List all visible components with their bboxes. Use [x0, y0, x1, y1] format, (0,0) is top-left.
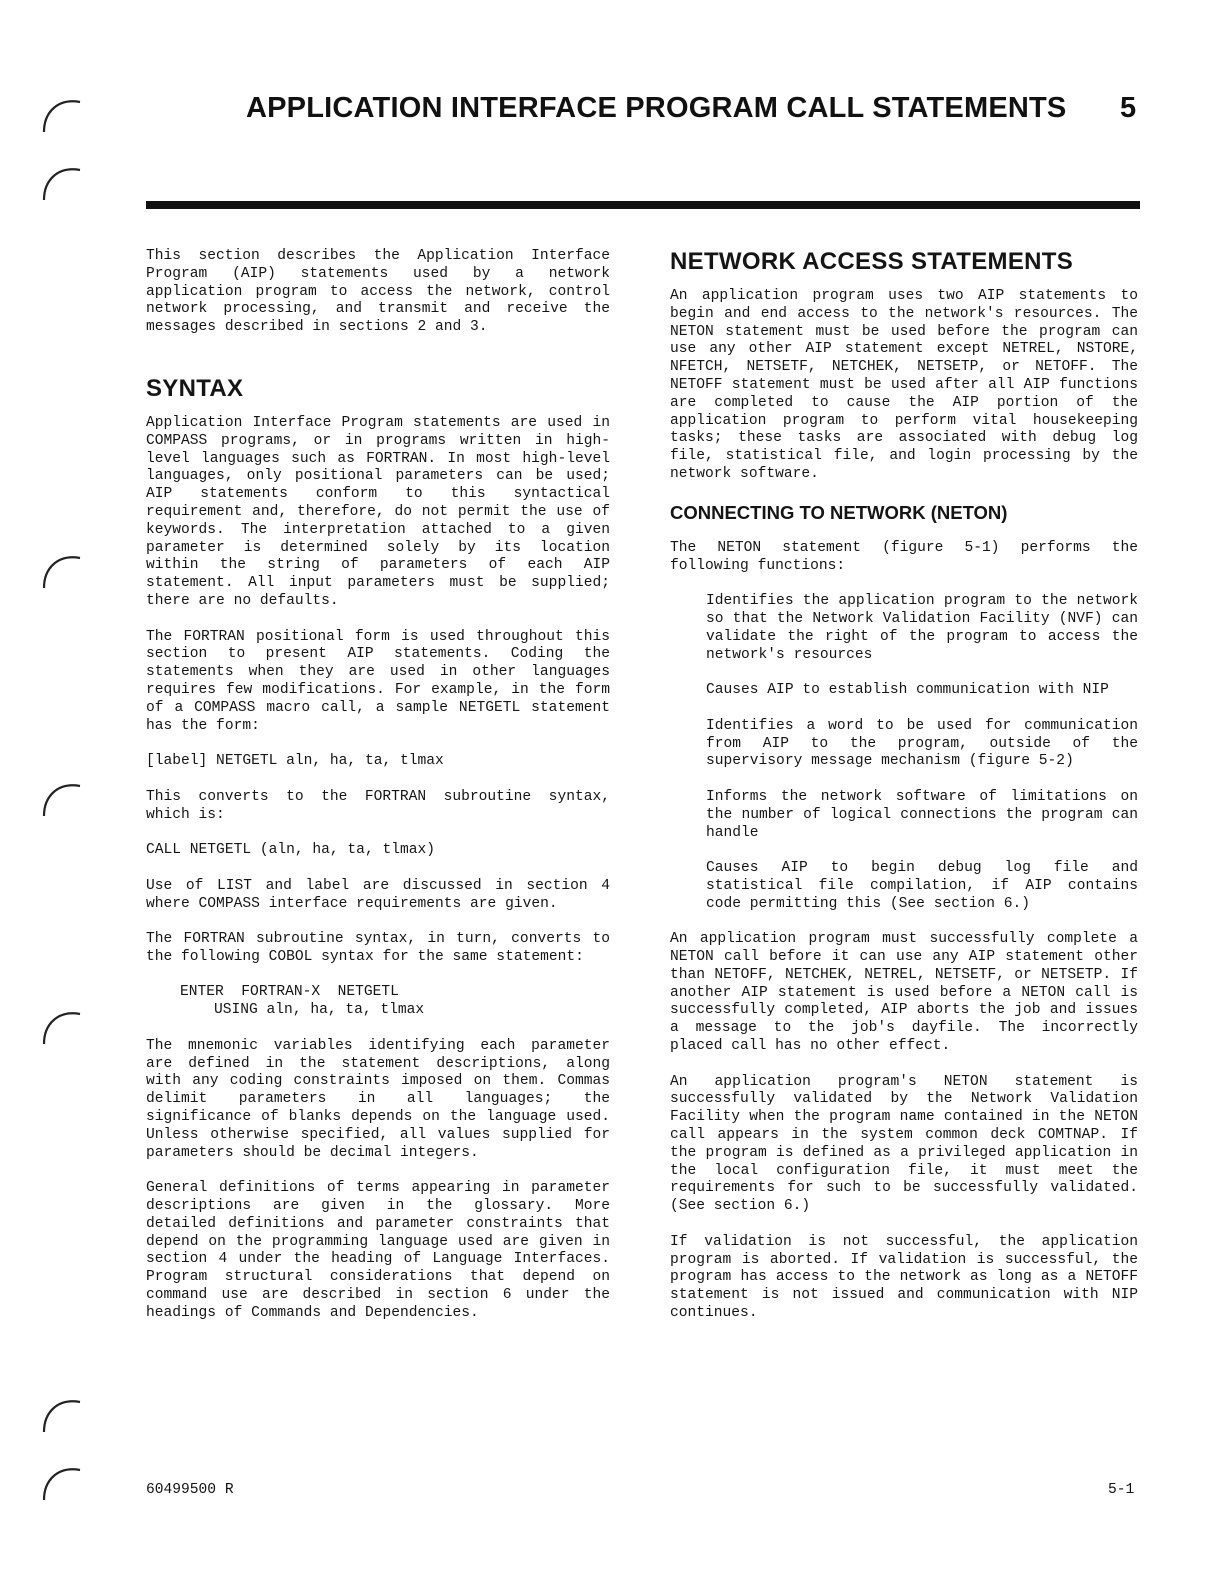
intro-paragraph: This section describes the Application Interface Program (AIP) statements used by a network application program to access the network, control network processing, and transmit and receive the messages described in sections 2 and 3. [146, 248, 610, 336]
punch-hole-mark [36, 92, 86, 142]
neton-subheading: CONNECTING TO NETWORK (NETON) [670, 501, 1008, 523]
network-access-heading: NETWORK ACCESS STATEMENTS [670, 248, 1074, 275]
syntax-paragraph: The FORTRAN subroutine syntax, in turn, converts to the following COBOL syntax for the same statement: [146, 931, 610, 965]
chapter-title: APPLICATION INTERFACE PROGRAM CALL STATEMENTS [246, 92, 1067, 124]
punch-hole-mark [36, 776, 86, 826]
syntax-heading: SYNTAX [146, 374, 244, 402]
cobol-code-example [180, 984, 610, 1020]
syntax-paragraph: General definitions of terms appearing in parameter descriptions are given in the glossary. More detailed definitions and parameter constraints that depend on the programming language used are given in section 4 under the heading of Language Interfaces. Program structural considerations that depend on command use are described in section 6 under the headings of Commands and Dependencies. [146, 1180, 610, 1321]
header-rule [146, 201, 1140, 209]
page-number: 5-1 [1108, 1482, 1135, 1498]
right-column [670, 248, 1138, 1341]
neton-function-item: Causes AIP to establish communication with NIP [706, 682, 1109, 699]
network-access-paragraph: An application program uses two AIP statements to begin and end access to the network's resources. The NETON statement must be used before the program can use any other AIP statement except NETREL, NSTORE, NFETCH, NETSETF, NETCHEK, NETSETP, or NETOFF. The NETOFF statement must be used after all AIP functions are completed to cause the AIP portion of the application program to perform vital housekeeping tasks; these tasks are associated with debug log file, statistical file, and login processing by the network software. [670, 288, 1138, 482]
neton-function-item: Informs the network software of limitations on the number of logical connections the program can handle [706, 788, 1138, 841]
punch-hole-mark [36, 548, 86, 598]
syntax-paragraph: The mnemonic variables identifying each parameter are defined in the statement descriptions, along with any coding constraints imposed on them. Commas delimit parameters in all languages; the significance of blanks depends on the language used. Unless otherwise specified, all values supplied for parameters should be decimal integers. [146, 1037, 610, 1161]
punch-hole-mark [36, 1460, 86, 1510]
cobol-code-line: ENTER FORTRAN-X NETGETL [180, 984, 399, 1001]
neton-paragraph: An application program's NETON statement is successfully validated by the Network Validation Facility when the program name contained in the NETON call appears in the system common deck COMTNAP. If the program is defined as a privileged application in the local configuration file, it must meet the requirements for such to be successfully validated. (See section 6.) [670, 1073, 1138, 1215]
syntax-paragraph: This converts to the FORTRAN subroutine syntax, which is: [146, 788, 610, 823]
punch-hole-mark [36, 160, 86, 210]
fortran-code-example: CALL NETGETL (aln, ha, ta, tlmax) [146, 842, 436, 859]
neton-function-item: Identifies a word to be used for communication from AIP to the program, outside of the supervisory message mechanism (figure 5-2) [706, 717, 1138, 770]
neton-function-item: Causes AIP to begin debug log file and statistical file compilation, if AIP contains code permitting this (See section 6.) [706, 860, 1138, 912]
syntax-paragraph: Application Interface Program statements are used in COMPASS programs, or in programs written in high-level languages such as FORTRAN. In most high-level languages, only positional parameters can be used; AIP statements conform to this syntactical requirement and, therefore, do not permit the use of keywords. The interpretation attached to a given parameter is determined solely by its location within the string of parameters of each AIP statement. All input parameters must be supplied; there are no defaults. [146, 414, 610, 609]
neton-paragraph: An application program must successfully complete a NETON call before it can use any AIP statement other than NETOFF, NETCHEK, NETREL, NETSETF, or NETSETP. If another AIP statement is used before a NETON call is successfully completed, AIP aborts the job and issues a message to the job's dayfile. The incorrectly placed call has no other effect. [670, 931, 1138, 1055]
left-column [146, 248, 610, 1340]
punch-hole-mark [36, 1004, 86, 1054]
syntax-paragraph: The FORTRAN positional form is used throughout this section to present AIP statements. Coding the statements when they are used in other languages requires few modifications. For example, in the form of a COMPASS macro call, a sample NETGETL statement has the form: [146, 628, 610, 734]
chapter-number: 5 [1120, 92, 1137, 124]
neton-paragraph: The NETON statement (figure 5-1) performs the following functions: [670, 539, 1138, 574]
compass-code-example: [label] NETGETL aln, ha, ta, tlmax [146, 753, 444, 770]
neton-function-item: Identifies the application program to the network so that the Network Validation Facility (NVF) can validate the right of the program to access the network's resources [706, 593, 1138, 663]
syntax-paragraph: Use of LIST and label are discussed in section 4 where COMPASS interface requirements are given. [146, 877, 610, 912]
cobol-code-line: USING aln, ha, ta, tlmax [214, 1002, 425, 1019]
punch-hole-mark [36, 1392, 86, 1442]
document-number: 60499500 R [146, 1482, 234, 1498]
neton-paragraph: If validation is not successful, the application program is aborted. If validation is successful, the program has access to the network as long as a NETOFF statement is not issued and communication with NIP continues. [670, 1233, 1138, 1322]
